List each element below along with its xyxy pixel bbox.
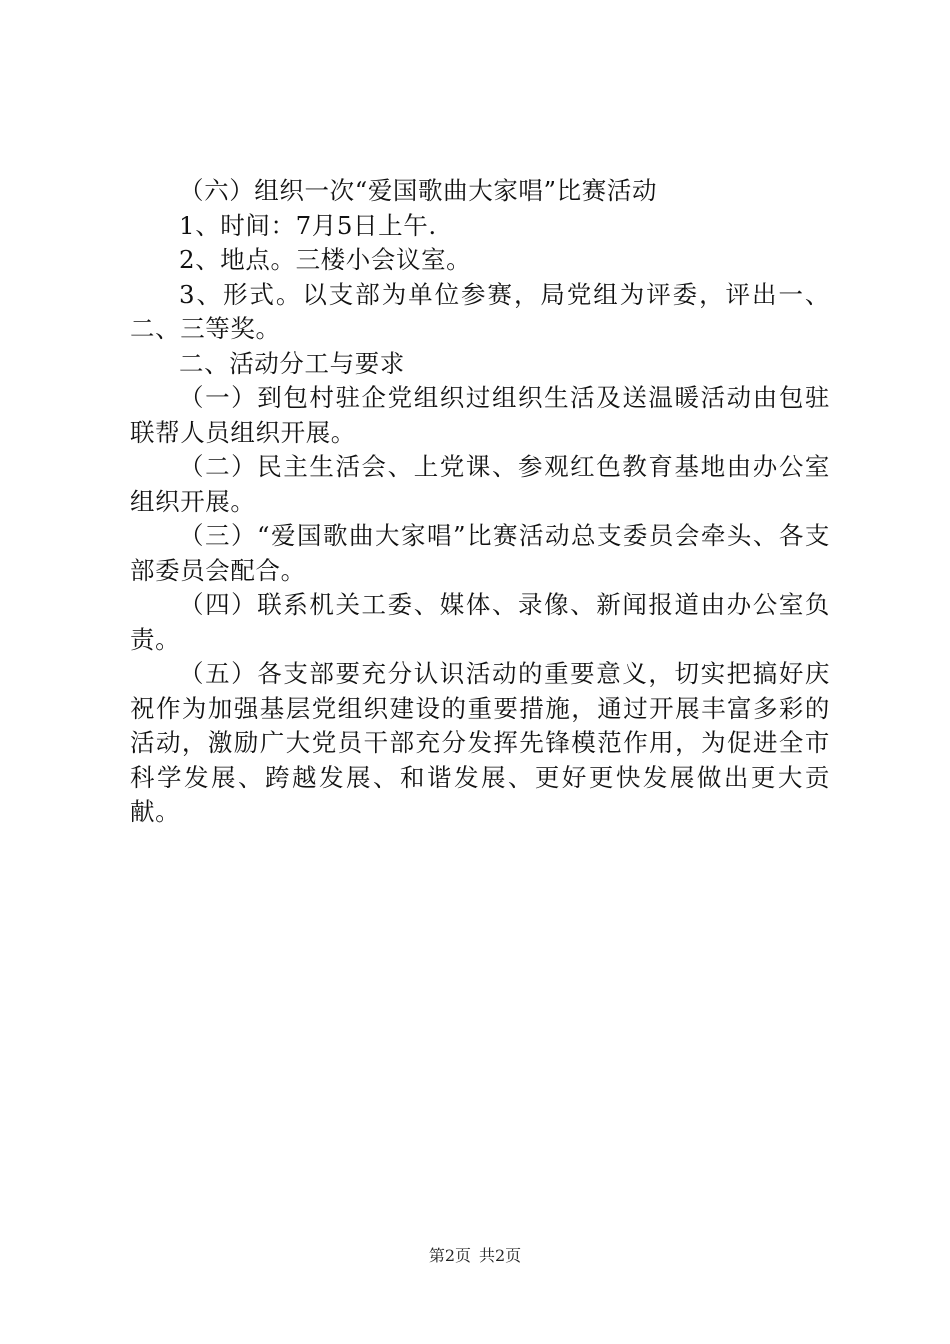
paragraph-item-3: （三）“爱国歌曲大家唱”比赛活动总支委员会牵头、各支部委员会配合。: [130, 521, 830, 585]
document-body: [130, 174, 830, 830]
paragraph-location: 2、地点。三楼小会议室。: [179, 245, 472, 274]
section-heading-division: 二、活动分工与要求: [179, 348, 405, 378]
page-number: 第2页: [428, 1246, 471, 1265]
paragraph-format: 3、形式。以支部为单位参赛，局党组为评委，评出一、二、三等奖。: [130, 279, 830, 343]
paragraph-item-4: （四）联系机关工委、媒体、录像、新闻报道由办公室负责。: [130, 590, 830, 654]
paragraph-item-5: （五）各支部要充分认识活动的重要意义，切实把搞好庆祝作为加强基层党组织建设的重要措施，通过开展丰富多彩的活动，激励广大党员干部充分发挥先锋模范作用，为促进全市科学发展、跨越发展、和谐发展、更好更快发展做出更大贡献。: [130, 659, 830, 826]
paragraph-6-contest: （六）组织一次“爱国歌曲大家唱”比赛活动: [179, 176, 658, 205]
paragraph-item-2: （二）民主生活会、上党课、参观红色教育基地由办公室组织开展。: [130, 452, 830, 516]
paragraph-time: 1、时间：7月5日上午.: [179, 210, 437, 240]
page-total: 共2页: [479, 1246, 522, 1265]
paragraph-item-1: （一）到包村驻企党组织过组织生活及送温暖活动由包驻联帮人员组织开展。: [130, 383, 830, 447]
page-footer: [0, 1243, 950, 1266]
